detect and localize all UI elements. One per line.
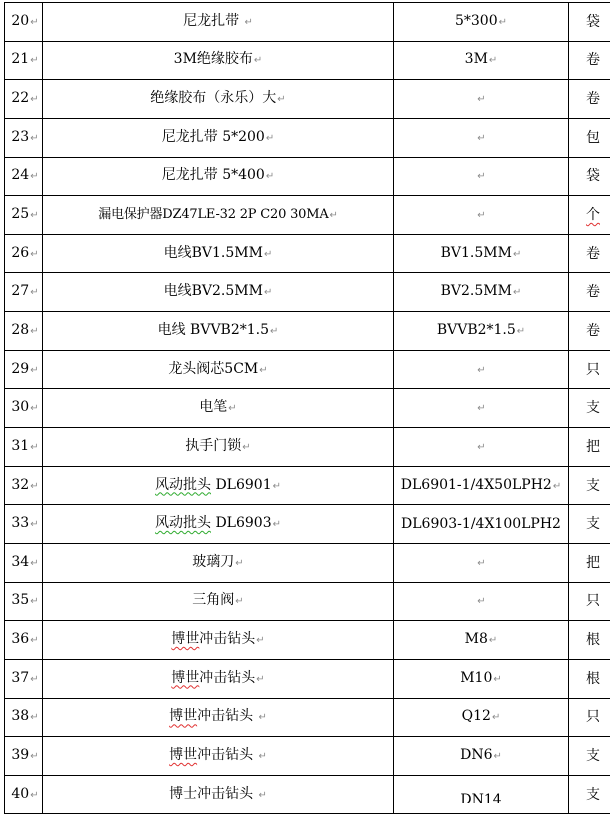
return-mark: ↵ [235, 557, 244, 569]
return-mark: ↵ [477, 441, 486, 453]
return-mark: ↵ [329, 209, 338, 221]
table-row [5, 80, 610, 119]
return-mark: ↵ [253, 55, 263, 67]
return-mark: ↵ [256, 635, 265, 647]
item-name-cell [43, 582, 394, 621]
item-spec: DL6901-1/4X50LPH2 [400, 476, 552, 493]
item-unit-cell [569, 234, 610, 273]
return-mark: ↵ [491, 712, 501, 724]
item-unit: 卷 [586, 52, 600, 69]
item-spec-cell [394, 698, 569, 737]
item-name-cell [43, 389, 394, 428]
return-mark: ↵ [244, 16, 253, 28]
return-mark: ↵ [477, 210, 486, 222]
item-unit: 卷 [586, 322, 600, 339]
item-spec-cell [394, 80, 569, 119]
item-name-cell [43, 312, 394, 351]
return-mark: ↵ [30, 171, 39, 183]
return-mark: ↵ [30, 712, 39, 724]
table-row [5, 543, 610, 582]
item-spec-cell [394, 3, 569, 42]
item-name-cell [43, 775, 394, 814]
table-row [5, 273, 610, 312]
item-unit: 卷 [586, 91, 600, 108]
table-row [5, 775, 610, 814]
item-spec-cell [394, 41, 569, 80]
item-unit-cell [569, 157, 610, 196]
item-spec-cell [394, 196, 569, 235]
item-name-cell [43, 196, 394, 235]
return-mark: ↵ [259, 364, 268, 376]
return-mark: ↵ [258, 789, 267, 801]
return-mark: ↵ [30, 55, 39, 67]
item-name-cell [43, 621, 394, 660]
return-mark: ↵ [30, 519, 39, 531]
row-number: 31 [11, 437, 30, 454]
row-number-cell [5, 350, 43, 389]
row-number: 39 [11, 746, 30, 763]
item-name-part: 博世 [169, 746, 198, 763]
row-number: 27 [11, 283, 30, 300]
item-unit-cell [569, 196, 610, 235]
return-mark: ↵ [272, 519, 281, 531]
item-name-part: 博世 [171, 631, 200, 648]
row-number-cell [5, 41, 43, 80]
item-name-part: DL6901 [211, 476, 272, 493]
item-unit: 支 [586, 477, 600, 494]
return-mark: ↵ [30, 16, 39, 28]
item-spec-cell [394, 505, 569, 544]
return-mark: ↵ [30, 557, 39, 569]
return-mark: ↵ [30, 364, 39, 376]
return-mark: ↵ [516, 325, 526, 337]
table-row [5, 466, 610, 505]
return-mark: ↵ [30, 403, 39, 415]
item-spec: M10 [460, 669, 493, 686]
return-mark: ↵ [512, 248, 522, 260]
item-name-part: 博世 [171, 669, 200, 686]
row-number: 40 [11, 785, 30, 802]
item-unit: 把 [586, 554, 600, 571]
table-row [5, 505, 610, 544]
item-name: 漏电保护器DZ47LE-32 2P C20 30MA [98, 206, 329, 222]
item-name: 电线BV1.5MM [163, 244, 263, 261]
return-mark: ↵ [30, 789, 39, 801]
row-number-cell [5, 234, 43, 273]
row-number-cell [5, 428, 43, 467]
item-unit: 袋 [586, 13, 600, 30]
return-mark: ↵ [477, 596, 486, 608]
item-name: 尼龙扎带 5*200 [161, 128, 265, 145]
item-spec: DL6903-1/4X100LPH2 [401, 516, 561, 533]
return-mark: ↵ [263, 287, 273, 299]
item-name: 3M绝缘胶布 [173, 51, 253, 68]
row-number: 34 [11, 553, 30, 570]
item-spec-cell [394, 659, 569, 698]
item-name-cell [43, 41, 394, 80]
item-spec: 5*300 [454, 12, 498, 29]
row-number: 24 [11, 167, 30, 184]
item-name: 三角阀 [192, 592, 235, 609]
item-name: 博士冲击钻头 [169, 785, 258, 802]
return-mark: ↵ [30, 441, 39, 453]
item-unit: 支 [586, 747, 600, 764]
item-unit-cell [569, 466, 610, 505]
return-mark: ↵ [265, 171, 275, 183]
item-name-part: 风动批头 [155, 515, 211, 532]
item-name-part: 风动批头 [155, 476, 211, 493]
item-name-cell [43, 737, 394, 776]
return-mark: ↵ [477, 364, 486, 376]
item-unit-cell [569, 118, 610, 157]
item-spec-cell [394, 350, 569, 389]
item-unit: 只 [586, 361, 600, 378]
row-number: 36 [11, 631, 30, 648]
item-unit: 根 [586, 670, 600, 687]
item-name-part: 冲击钻头 [199, 631, 256, 648]
item-spec-cell [394, 466, 569, 505]
return-mark: ↵ [477, 403, 486, 415]
item-name-cell [43, 698, 394, 737]
return-mark: ↵ [30, 480, 39, 492]
row-number-cell [5, 118, 43, 157]
row-number: 23 [11, 128, 30, 145]
row-number-cell [5, 466, 43, 505]
item-unit: 包 [586, 129, 600, 146]
item-unit-cell [569, 312, 610, 351]
return-mark: ↵ [493, 673, 502, 685]
item-unit: 支 [586, 400, 600, 417]
item-unit: 支 [586, 516, 600, 533]
row-number: 22 [11, 90, 30, 107]
row-number-cell [5, 312, 43, 351]
item-name: 执手门锁 [185, 437, 242, 454]
table-row [5, 234, 610, 273]
row-number-cell [5, 737, 43, 776]
item-name-cell [43, 350, 394, 389]
return-mark: ↵ [30, 596, 39, 608]
return-mark: ↵ [477, 557, 486, 569]
return-mark: ↵ [30, 750, 39, 762]
row-number-cell [5, 621, 43, 660]
item-spec-cell [394, 312, 569, 351]
return-mark: ↵ [30, 94, 39, 106]
return-mark: ↵ [242, 441, 251, 453]
table-row [5, 3, 610, 42]
item-unit: 根 [586, 632, 600, 649]
table-row [5, 582, 610, 621]
return-mark: ↵ [256, 673, 265, 685]
item-spec: DN6 [460, 746, 493, 763]
item-name: 电线BV2.5MM [163, 283, 263, 300]
return-mark: ↵ [30, 635, 39, 647]
return-mark: ↵ [258, 750, 267, 762]
return-mark: ↵ [258, 712, 267, 724]
item-name: 尼龙扎带 [183, 12, 244, 29]
item-spec-cell [394, 543, 569, 582]
item-unit: 袋 [586, 168, 600, 185]
item-unit: 卷 [586, 245, 600, 262]
item-unit-cell [569, 621, 610, 660]
item-name-part: 博世 [169, 708, 198, 725]
item-unit-cell [569, 543, 610, 582]
return-mark: ↵ [30, 325, 39, 337]
row-number-cell [5, 389, 43, 428]
table-row [5, 389, 610, 428]
row-number-cell [5, 273, 43, 312]
row-number-cell [5, 659, 43, 698]
item-name: 龙头阀芯5CM [168, 360, 259, 377]
table-row [5, 196, 610, 235]
return-mark: ↵ [512, 287, 522, 299]
item-unit-cell [569, 273, 610, 312]
item-unit: 个 [586, 207, 600, 224]
item-spec-cell [394, 582, 569, 621]
table-row [5, 621, 610, 660]
return-mark: ↵ [30, 132, 39, 144]
item-spec-cell [394, 389, 569, 428]
return-mark: ↵ [30, 248, 39, 260]
return-mark: ↵ [235, 596, 244, 608]
row-number: 29 [11, 360, 30, 377]
item-name: 电线 BVVB2*1.5 [157, 321, 270, 338]
item-name-cell [43, 273, 394, 312]
item-name-part: DL6903 [211, 515, 272, 532]
return-mark: ↵ [498, 16, 508, 28]
item-name-part: 冲击钻头 [197, 746, 258, 763]
row-number-cell [5, 582, 43, 621]
row-number-cell [5, 3, 43, 42]
item-name-cell [43, 659, 394, 698]
return-mark: ↵ [277, 94, 286, 106]
return-mark: ↵ [228, 403, 237, 415]
table-row [5, 428, 610, 467]
item-unit-cell [569, 698, 610, 737]
row-number: 20 [11, 12, 30, 29]
row-number: 37 [11, 669, 30, 686]
item-name-part: 冲击钻头 [199, 669, 256, 686]
item-spec-cell [394, 273, 569, 312]
item-spec-cell [394, 621, 569, 660]
item-spec-cell [394, 737, 569, 776]
item-name: 尼龙扎带 5*400 [161, 167, 265, 184]
return-mark: ↵ [30, 673, 39, 685]
item-spec: M8 [464, 631, 488, 648]
row-number: 21 [11, 51, 30, 68]
item-spec: BV2.5MM [440, 283, 512, 300]
row-number: 38 [11, 708, 30, 725]
item-name: 电笔 [199, 399, 228, 416]
return-mark: ↵ [270, 325, 279, 337]
item-unit-cell [569, 659, 610, 698]
item-unit: 把 [586, 438, 600, 455]
item-name-cell [43, 543, 394, 582]
table-row [5, 698, 610, 737]
row-number-cell [5, 80, 43, 119]
return-mark: ↵ [552, 480, 562, 492]
item-name-part: 冲击钻头 [197, 708, 258, 725]
item-name-cell [43, 157, 394, 196]
table-row [5, 157, 610, 196]
table-row [5, 350, 610, 389]
return-mark: ↵ [263, 248, 273, 260]
item-spec: Q12 [461, 708, 491, 725]
item-unit-cell [569, 389, 610, 428]
table-row [5, 737, 610, 776]
materials-table [4, 2, 610, 814]
item-name: 玻璃刀 [192, 553, 235, 570]
table-row [5, 659, 610, 698]
item-name-cell [43, 118, 394, 157]
item-spec: 3M [464, 51, 488, 68]
row-number: 32 [11, 476, 30, 493]
item-name-cell [43, 234, 394, 273]
item-unit-cell [569, 775, 610, 814]
row-number-cell [5, 505, 43, 544]
row-number-cell [5, 196, 43, 235]
item-unit-cell [569, 505, 610, 544]
item-unit-cell [569, 737, 610, 776]
return-mark: ↵ [488, 635, 498, 647]
item-name-cell [43, 3, 394, 42]
item-unit: 只 [586, 593, 600, 610]
item-unit-cell [569, 80, 610, 119]
item-spec: BVVB2*1.5 [436, 321, 516, 338]
row-number-cell [5, 157, 43, 196]
row-number-cell [5, 543, 43, 582]
row-number: 33 [11, 515, 30, 532]
item-unit-cell [569, 3, 610, 42]
item-spec: BV1.5MM [440, 244, 512, 261]
row-number: 30 [11, 399, 30, 416]
item-unit-cell [569, 428, 610, 467]
return-mark: ↵ [477, 132, 486, 144]
item-spec-cell [394, 775, 569, 814]
item-unit-cell [569, 41, 610, 80]
return-mark: ↵ [30, 210, 39, 222]
item-name-cell [43, 80, 394, 119]
return-mark: ↵ [477, 94, 486, 106]
item-spec-cell [394, 118, 569, 157]
row-number: 35 [11, 592, 30, 609]
return-mark: ↵ [30, 287, 39, 299]
return-mark: ↵ [477, 171, 486, 183]
return-mark: ↵ [488, 55, 498, 67]
item-spec-cell [394, 234, 569, 273]
item-spec-cell [394, 428, 569, 467]
item-unit-cell [569, 350, 610, 389]
item-name-cell [43, 505, 394, 544]
return-mark: ↵ [265, 132, 275, 144]
table-row [5, 41, 610, 80]
item-spec-cell [394, 157, 569, 196]
row-number-cell [5, 775, 43, 814]
table-row [5, 312, 610, 351]
item-unit: 支 [586, 786, 600, 803]
row-number: 26 [11, 244, 30, 261]
return-mark: ↵ [493, 750, 502, 762]
row-number: 25 [11, 206, 30, 223]
row-number-cell [5, 698, 43, 737]
return-mark: ↵ [272, 480, 281, 492]
item-name-cell [43, 466, 394, 505]
item-spec: DN14 [460, 791, 502, 803]
item-unit: 只 [586, 709, 600, 726]
row-number: 28 [11, 321, 30, 338]
item-name: 绝缘胶布（永乐）大 [150, 90, 277, 107]
table-row [5, 118, 610, 157]
item-name-cell [43, 428, 394, 467]
item-unit: 卷 [586, 284, 600, 301]
item-unit-cell [569, 582, 610, 621]
